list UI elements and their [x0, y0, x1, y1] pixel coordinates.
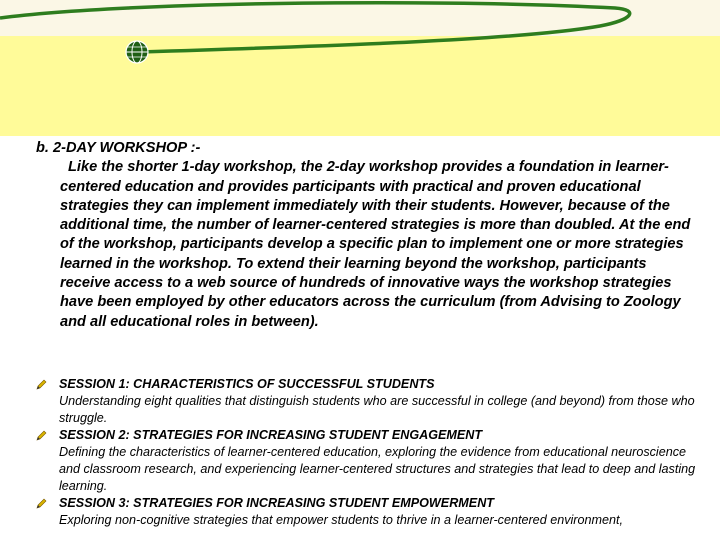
workshop-description	[36, 139, 698, 332]
session-title-text: SESSION 3: STRATEGIES FOR INCREASING STUDENT EMPOWERMENT	[59, 496, 494, 510]
section-heading: b. 2-DAY WORKSHOP :-	[36, 140, 201, 156]
swoosh-arc	[0, 3, 630, 52]
session-description: Defining the characteristics of learner-centered education, exploring the evidence from educational neuroscience and classroom research, and experiencing learner-centered structures and strategies that lead to deep and lasting learning.	[59, 445, 696, 493]
session-item-2	[36, 427, 706, 495]
pencil-bullet-icon	[36, 430, 47, 441]
session-title-text: SESSION 2: STRATEGIES FOR INCREASING STUDENT ENGAGEMENT	[59, 428, 483, 442]
pencil-bullet-icon	[36, 379, 47, 390]
session-title	[36, 495, 706, 512]
session-list	[36, 376, 706, 529]
session-description: Understanding eight qualities that distinguish students who are successful in college (and beyond) from those who struggle.	[59, 394, 695, 425]
workshop-paragraph: Like the shorter 1-day workshop, the 2-day workshop provides a foundation in learner-centered education and provides participants with practical and proven educational strategies they can implement immediately with their students. However, because of the additional time, the number of learner-centered strategies is more than doubled. At the end of the workshop, participants develop a specific plan to implement one or more strategies learned in the workshop. To extend their learning beyond the workshop, participants receive access to a web source of hundreds of innovative ways the workshop strategies have been employed by other educators across the curriculum (from Advising to Zoology and all educational roles in between).	[60, 159, 691, 330]
session-item-3	[36, 495, 706, 529]
session-title	[36, 376, 706, 393]
pencil-bullet-icon	[36, 498, 47, 509]
session-item-1	[36, 376, 706, 427]
globe-icon	[126, 41, 148, 63]
session-title-text: SESSION 1: CHARACTERISTICS OF SUCCESSFUL STUDENTS	[59, 377, 435, 391]
header-decoration	[0, 0, 720, 140]
session-title	[36, 427, 706, 444]
session-description: Exploring non-cognitive strategies that empower students to thrive in a learner-centered environment,	[59, 513, 623, 527]
